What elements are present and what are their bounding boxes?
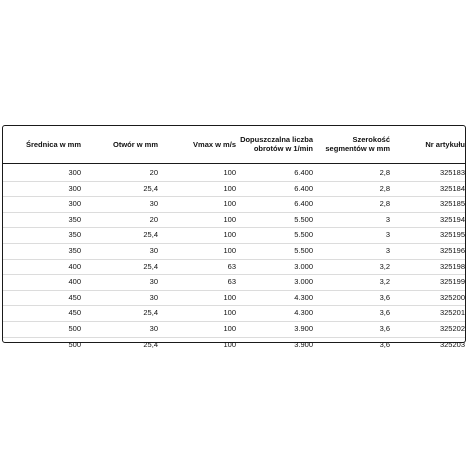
cell-diameter: 450: [68, 292, 81, 302]
cell-max-rpm: 3.900: [294, 323, 313, 333]
header-article-number: Nr artykułu: [425, 139, 465, 149]
header-bore: Otwór w mm: [112, 139, 158, 149]
cell-segment-width: 3,2: [379, 277, 390, 287]
cell-vmax: 100: [223, 199, 236, 209]
cell-vmax: 100: [223, 339, 236, 349]
spec-table: [2, 125, 466, 349]
header-max-rpm: Dopuszczalna liczba obrotów w 1/min: [240, 135, 313, 153]
cell-vmax: 100: [223, 308, 236, 318]
cell-vmax: 100: [223, 214, 236, 224]
cell-article-number: 325202: [439, 323, 465, 333]
cell-segment-width: 3,6: [379, 339, 390, 349]
cell-article-number: 325183: [439, 168, 465, 177]
cell-segment-width: 3: [385, 214, 390, 224]
cell-article-number: 325194: [439, 214, 465, 224]
cell-bore: 30: [149, 323, 158, 333]
header-diameter: Średnica w mm: [25, 139, 81, 149]
cell-max-rpm: 5.500: [294, 214, 313, 224]
cell-max-rpm: 3.900: [294, 339, 313, 349]
cell-diameter: 350: [68, 245, 81, 255]
table-body: [3, 166, 465, 352]
cell-article-number: 325199: [439, 277, 465, 287]
table-row: [3, 338, 465, 353]
cell-vmax: 100: [223, 168, 236, 177]
cell-max-rpm: 3.000: [294, 261, 313, 271]
cell-diameter: 300: [68, 168, 81, 177]
cell-bore: 30: [149, 277, 158, 287]
cell-segment-width: 3,6: [379, 323, 390, 333]
cell-segment-width: 3,6: [379, 308, 390, 318]
cell-vmax: 63: [227, 277, 236, 287]
cell-segment-width: 3,2: [379, 261, 390, 271]
cell-diameter: 350: [68, 230, 81, 240]
cell-vmax: 100: [223, 292, 236, 302]
cell-diameter: 300: [68, 199, 81, 209]
cell-bore: 30: [149, 245, 158, 255]
table-row: [3, 182, 465, 198]
table-row: [3, 260, 465, 276]
cell-max-rpm: 5.500: [294, 230, 313, 240]
cell-article-number: 325201: [439, 308, 465, 318]
cell-bore: 20: [149, 214, 158, 224]
cell-diameter: 400: [68, 261, 81, 271]
table-row: [3, 291, 465, 307]
table-row: [3, 306, 465, 322]
cell-article-number: 325195: [439, 230, 465, 240]
cell-max-rpm: 3.000: [294, 277, 313, 287]
cell-segment-width: 2,8: [379, 183, 390, 193]
cell-vmax: 100: [223, 183, 236, 193]
cell-article-number: 325196: [439, 245, 465, 255]
cell-vmax: 100: [223, 230, 236, 240]
cell-segment-width: 2,8: [379, 199, 390, 209]
cell-article-number: 325184: [439, 183, 465, 193]
cell-segment-width: 3,6: [379, 292, 390, 302]
cell-bore: 25,4: [143, 261, 158, 271]
cell-bore: 25,4: [143, 339, 158, 349]
table-row: [3, 213, 465, 229]
cell-segment-width: 2,8: [379, 168, 390, 177]
cell-max-rpm: 4.300: [294, 292, 313, 302]
cell-max-rpm: 6.400: [294, 183, 313, 193]
cell-bore: 25,4: [143, 308, 158, 318]
cell-diameter: 500: [68, 323, 81, 333]
table-row: [3, 322, 465, 338]
cell-diameter: 450: [68, 308, 81, 318]
cell-max-rpm: 6.400: [294, 199, 313, 209]
cell-bore: 20: [149, 168, 158, 177]
cell-vmax: 100: [223, 323, 236, 333]
table-row: [3, 244, 465, 260]
cell-vmax: 100: [223, 245, 236, 255]
cell-bore: 30: [149, 292, 158, 302]
header-vmax: Vmax w m/s: [193, 139, 236, 149]
cell-article-number: 325185: [439, 199, 465, 209]
cell-diameter: 500: [68, 339, 81, 349]
cell-bore: 25,4: [143, 183, 158, 193]
header-divider: [3, 163, 465, 164]
cell-segment-width: 3: [385, 230, 390, 240]
cell-max-rpm: 5.500: [294, 245, 313, 255]
table-row: [3, 275, 465, 291]
cell-diameter: 300: [68, 183, 81, 193]
table-row: [3, 166, 465, 182]
header-segment-width: Szerokość segmentów w mm: [325, 135, 390, 153]
cell-article-number: 325198: [439, 261, 465, 271]
cell-article-number: 325200: [439, 292, 465, 302]
table-header-row: [3, 126, 465, 162]
table-row: [3, 197, 465, 213]
cell-bore: 25,4: [143, 230, 158, 240]
cell-vmax: 63: [227, 261, 236, 271]
cell-article-number: 325203: [439, 339, 465, 349]
cell-diameter: 350: [68, 214, 81, 224]
cell-segment-width: 3: [385, 245, 390, 255]
cell-diameter: 400: [68, 277, 81, 287]
table-row: [3, 228, 465, 244]
cell-max-rpm: 4.300: [294, 308, 313, 318]
cell-max-rpm: 6.400: [294, 168, 313, 177]
cell-bore: 30: [149, 199, 158, 209]
